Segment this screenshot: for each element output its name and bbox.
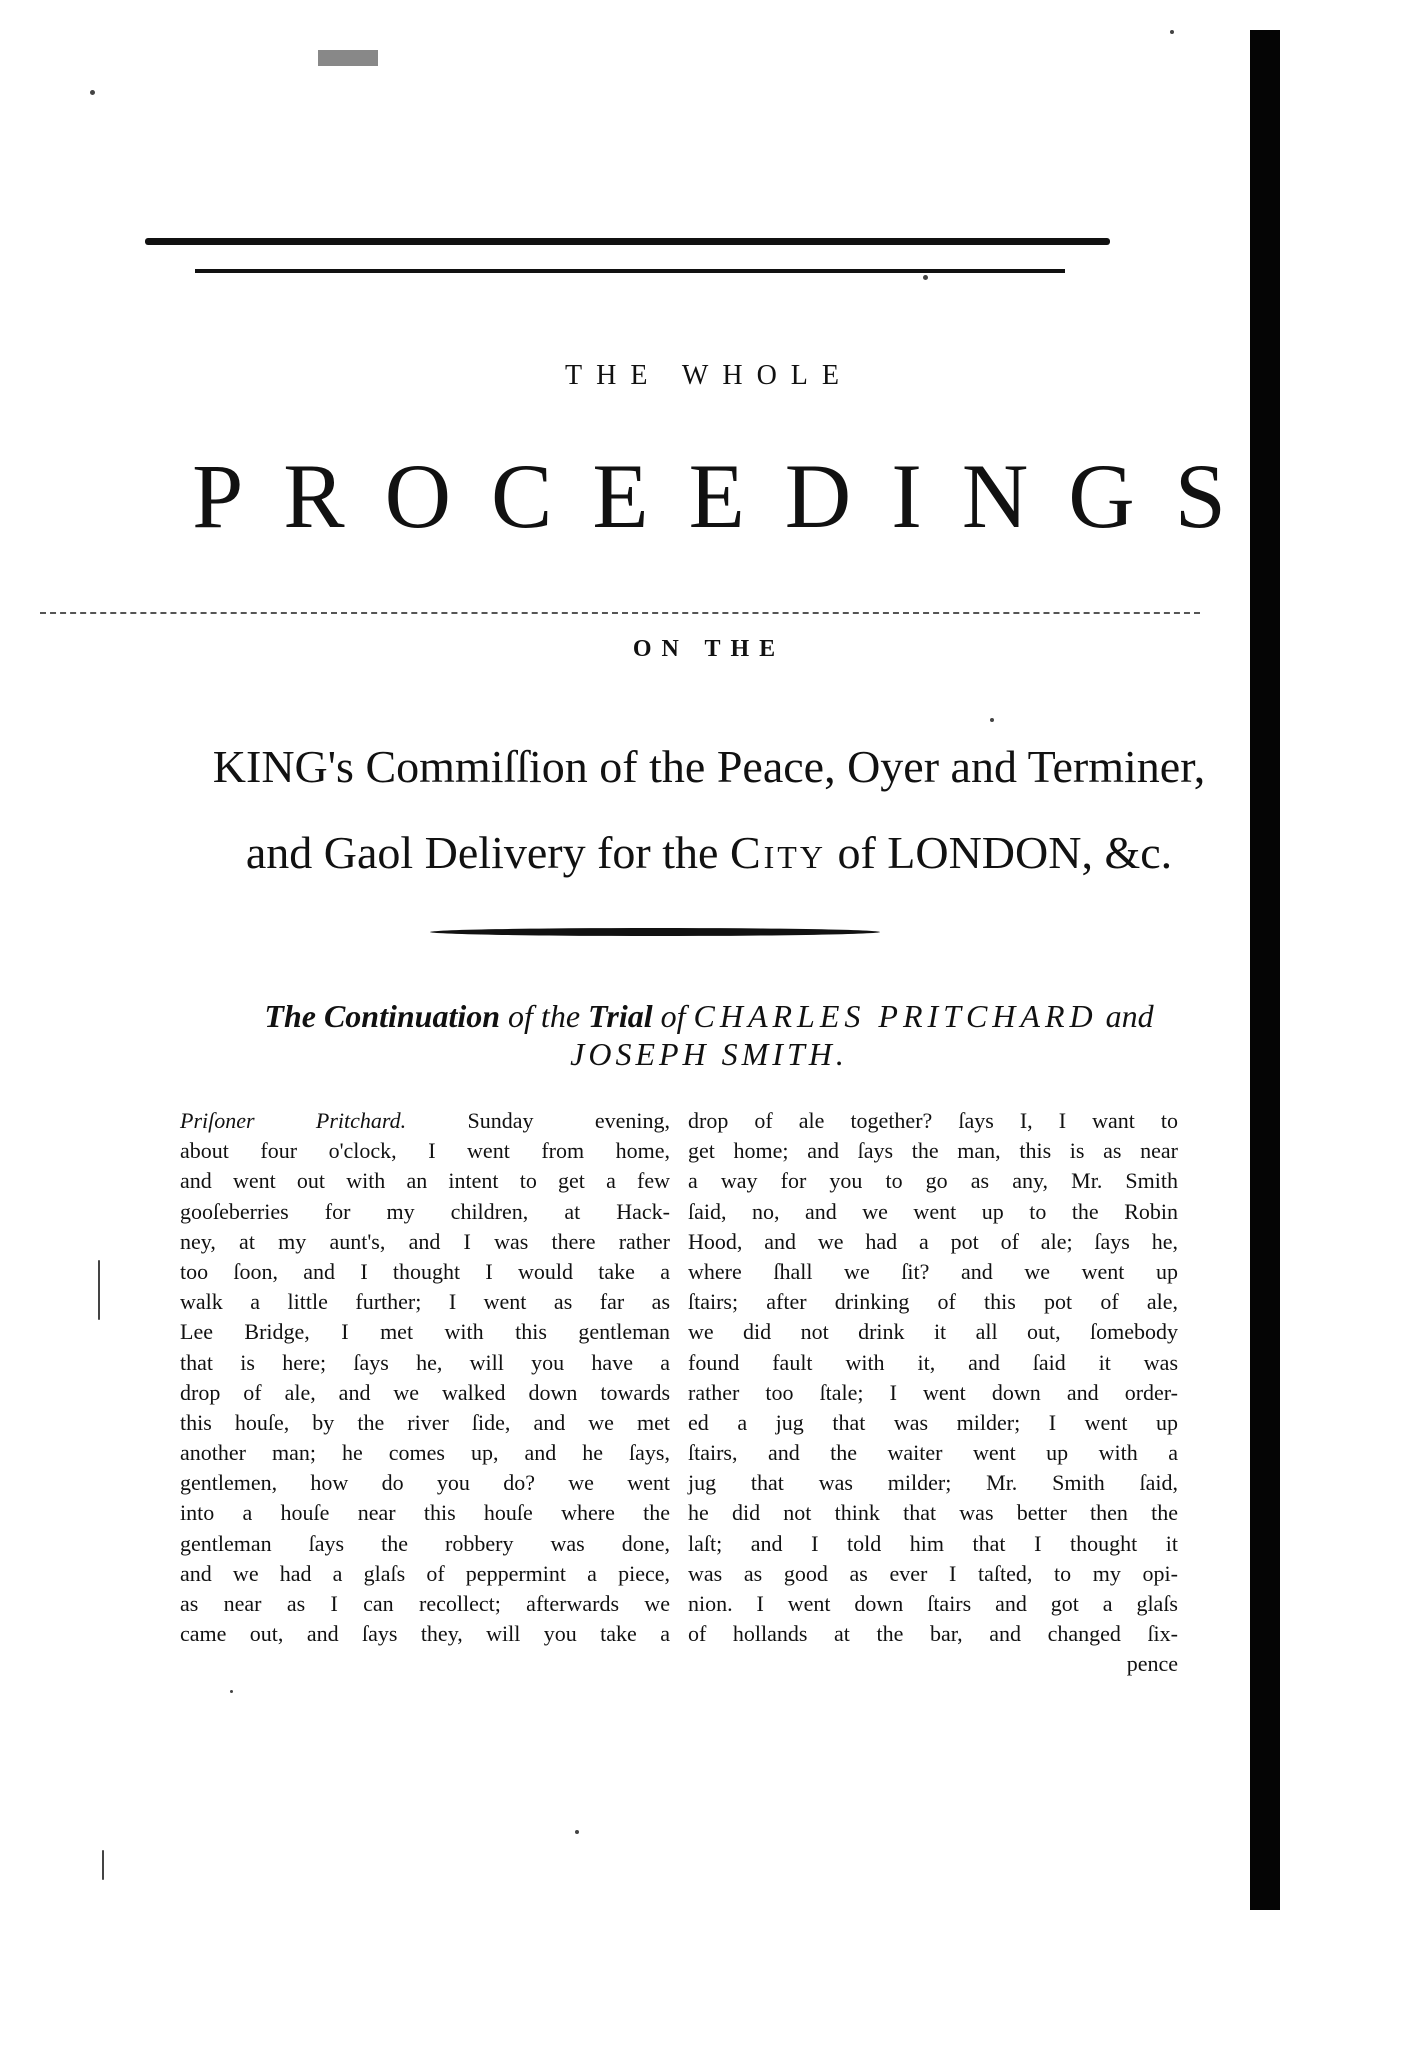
text-line: gentlemen, how do you do? we went <box>180 1470 670 1496</box>
heading-on-the: ON THE <box>632 636 786 662</box>
text-line: found fault with it, and ſaid it was <box>688 1349 1178 1375</box>
continuation-of: of <box>652 998 694 1034</box>
text-line: gentleman ſays the robbery was done, <box>180 1530 670 1556</box>
text-line: that is here; ſays he, will you have a <box>180 1349 670 1375</box>
continuation-lead: The Continuation <box>264 998 501 1034</box>
scan-speck <box>102 1850 104 1880</box>
heading-the-whole: THE WHOLE <box>565 360 853 391</box>
text-line: about four o'clock, I went from home, <box>180 1138 670 1164</box>
text-line: as near as I can recollect; afterwards we <box>180 1591 670 1616</box>
text-line: another man; he comes up, and he ſays, <box>180 1440 670 1466</box>
text-line: rather too ſtale; I went down and order- <box>688 1379 1178 1405</box>
text-line: where ſhall we ſit? and we went up <box>688 1258 1178 1284</box>
defendant-name-1: CHARLES PRITCHARD <box>693 998 1098 1034</box>
text-line: into a houſe near this houſe where the <box>180 1500 670 1526</box>
defendant-name-2: JOSEPH SMITH. <box>570 1036 848 1072</box>
text-line: and we had a glaſs of peppermint a piece, <box>180 1560 670 1586</box>
scan-speck <box>575 1830 579 1834</box>
text-line: drop of ale, and we walked down towards <box>180 1379 670 1405</box>
text-line: ſtairs; after drinking of this pot of ale, <box>688 1289 1178 1315</box>
scan-speck <box>90 90 95 95</box>
text-line: Hood, and we had a pot of ale; ſays he, <box>688 1228 1178 1254</box>
continuation-and: and <box>1097 998 1154 1034</box>
dashed-rule <box>40 612 1200 614</box>
page-edge-shadow <box>1250 30 1280 1910</box>
text-line: nion. I went down ſtairs and got a glaſs <box>688 1591 1178 1616</box>
continuation-trial: Trial <box>588 998 653 1034</box>
speaker-label: Priſoner Pritchard. <box>180 1108 407 1133</box>
top-thick-rule <box>145 238 1110 245</box>
body-column-right <box>688 1106 1178 1680</box>
continuation-heading-line-1 <box>0 998 1418 1035</box>
section-divider-rule <box>430 928 880 936</box>
scan-speck <box>1170 30 1174 34</box>
scan-speck <box>98 1260 100 1320</box>
scan-speck <box>990 718 994 722</box>
text-line: a way for you to go as any, Mr. Smith <box>688 1168 1178 1194</box>
continuation-middle: of the <box>500 998 589 1034</box>
text-line: ſtairs, and the waiter went up with a <box>688 1440 1178 1466</box>
text-line: came out, and ſays they, will you take a <box>180 1621 670 1647</box>
text-line: laſt; and I told him that I thought it <box>688 1530 1178 1556</box>
text-line: too ſoon, and I thought I would take a <box>180 1258 670 1284</box>
text-line: get home; and ſays the man, this is as near <box>688 1138 1178 1164</box>
scan-speck <box>230 1690 233 1693</box>
body-column-left <box>180 1106 670 1649</box>
text-line: jug that was milder; Mr. Smith ſaid, <box>688 1470 1178 1496</box>
text-line: drop of ale together? ſays I, I want to <box>688 1108 1178 1133</box>
commission-city: City <box>729 827 826 878</box>
text-line: ed a jug that was milder; I went up <box>688 1409 1178 1435</box>
text-line <box>180 1106 670 1136</box>
text-line: this houſe, by the river ſide, and we met <box>180 1409 670 1435</box>
text-line: we did not drink it all out, ſomebody <box>688 1319 1178 1345</box>
top-thin-rule <box>195 269 1065 273</box>
scan-speck <box>923 275 928 280</box>
text-line: ney, at my aunt's, and I was there rather <box>180 1228 670 1254</box>
text-line: he did not think that was better then the <box>688 1500 1178 1526</box>
text-line: was as good as ever I taſted, to my opi- <box>688 1560 1178 1586</box>
text-line: gooſeberries for my children, at Hack- <box>180 1198 670 1224</box>
text-line: and went out with an intent to get a few <box>180 1168 670 1194</box>
commission-line-2-suffix: of LONDON, &c. <box>825 827 1173 878</box>
commission-line-2 <box>0 826 1418 879</box>
commission-line-1: KING's Commiſſion of the Peace, Oyer and Terminer, <box>212 741 1206 792</box>
catchword: pence <box>1126 1651 1178 1677</box>
scan-artifact <box>318 50 378 66</box>
text-line: ſaid, no, and we went up to the Robin <box>688 1198 1178 1224</box>
text-line: Lee Bridge, I met with this gentleman <box>180 1319 670 1345</box>
text-line: walk a little further; I went as far as <box>180 1289 670 1315</box>
page-title: PROCEEDINGS <box>192 445 1266 547</box>
commission-line-2-prefix: and Gaol Delivery for the <box>245 827 730 878</box>
text-line-content: Sunday evening, <box>406 1108 670 1133</box>
text-line: of hollands at the bar, and changed ſix- <box>688 1621 1178 1647</box>
